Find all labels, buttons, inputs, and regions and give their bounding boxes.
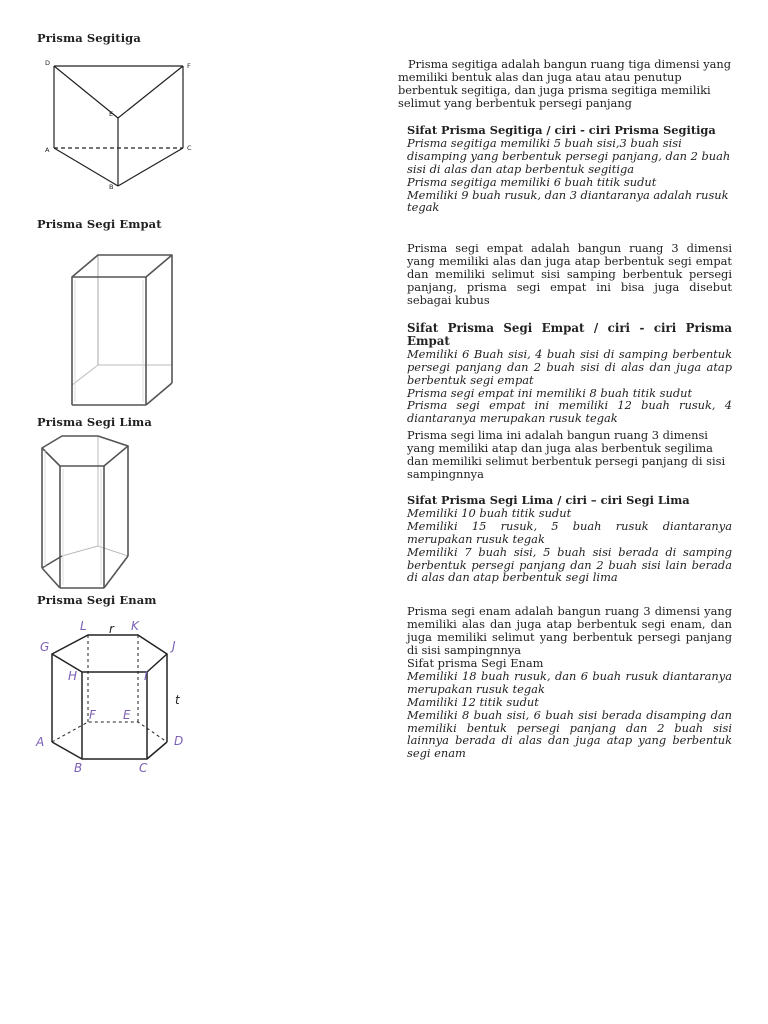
properties-prisma-segi-enam (407, 657, 732, 760)
properties-title: Sifat Prisma Segi Empat / ciri - ciri Prisma Empat (407, 321, 732, 348)
property-item: Prisma segitiga memiliki 5 buah sisi,3 buah sisi disamping yang berbentuk persegi panjang, dan 2 buah sisi di alas dan atap berbentuk segitiga (407, 135, 731, 176)
hexagonal-prism-figure (34, 614, 204, 776)
vertex-label-j: J (172, 639, 176, 653)
property-item: Prisma segitiga memiliki 6 buah titik sudut (407, 174, 657, 189)
vertex-label-i: I (144, 669, 148, 683)
property-item: Prisma segi empat ini memiliki 12 buah rusuk, 4 diantaranya merupakan rusuk tegak (407, 398, 732, 426)
property-item: Memiliki 8 buah sisi, 6 buah sisi berada disamping dan memiliki bentuk persegi panjang dan 2 buah sisi lainnya berada di alas dan juga atap yang berbentuk segi enam (407, 707, 732, 761)
vertex-label-a: A (45, 146, 50, 154)
vertex-label-g: G (40, 640, 50, 654)
properties-title: Sifat Prisma Segitiga / ciri - ciri Prisma Segitiga (407, 123, 716, 137)
edge-label-r: r (109, 622, 114, 636)
section-title-prisma-segi-enam: Prisma Segi Enam (37, 593, 157, 607)
description-prisma-segi-empat: Prisma segi empat adalah bangun ruang 3 dimensi yang memiliki alas dan juga atap berbentuk segi empat dan memiliki selimut sisi samping berbentuk persegi panjang, prisma segi empat ini bisa juga disebut sebagai kubus (407, 241, 732, 307)
vertex-label-b: B (109, 183, 114, 191)
vertex-label-l: L (80, 619, 87, 633)
property-item: Memiliki 9 buah rusuk, dan 3 diantaranya adalah rusuk tegak (407, 187, 729, 215)
property-item: Memiliki 15 rusuk, 5 buah rusuk diantaranya merupakan rusuk tegak (407, 518, 732, 546)
property-item: Memiliki 10 buah titik sudut (407, 505, 572, 520)
vertex-label-d: D (45, 59, 51, 67)
pentagonal-prism-figure (36, 428, 146, 593)
property-item: Mamiliki 12 titik sudut (407, 694, 539, 709)
property-item: Memiliki 6 Buah sisi, 4 buah sisi di samping berbentuk persegi panjang dan 2 buah sisi di alas dan juga atap berbentuk segi empat (407, 346, 732, 387)
triangular-prism-figure (40, 58, 200, 192)
description-prisma-segi-enam: Prisma segi enam adalah bangun ruang 3 dimensi yang memiliki alas dan juga atap berbentuk segi enam, dan juga memiliki selimut yang berbentuk persegi panjang di sisi sampingnnya (407, 604, 732, 657)
vertex-label-c: C (139, 761, 148, 775)
description-prisma-segi-lima: Prisma segi lima ini adalah bangun ruang 3 dimensi yang memiliki atap dan juga alas berbentuk segilima dan memiliki selimut berbentuk persegi panjang di sisi sampingnnya (407, 428, 726, 481)
property-item: Memiliki 18 buah rusuk, dan 6 buah rusuk diantaranya merupakan rusuk tegak (407, 668, 732, 696)
section-title-prisma-segi-empat: Prisma Segi Empat (37, 217, 162, 231)
properties-title: Sifat prisma Segi Enam (407, 656, 544, 670)
vertex-label-b: B (74, 761, 83, 775)
description-prisma-segitiga: Prisma segitiga adalah bangun ruang tiga dimensi yang memiliki bentuk alas dan juga atau atau penutup berbentuk segitiga, dan juga prisma segitiga memiliki selimut yang berbentuk persegi panjang (398, 57, 732, 110)
vertex-label-h: H (68, 669, 78, 683)
vertex-label-e: E (109, 110, 114, 118)
properties-prisma-segi-lima (407, 494, 732, 584)
vertex-label-f: F (187, 62, 191, 70)
property-item: Memiliki 7 buah sisi, 5 buah sisi berada di samping berbentuk persegi panjang dan 2 buah sisi lain berada di alas dan atap berbentuk segi lima (407, 544, 732, 585)
vertex-label-k: K (131, 619, 139, 633)
properties-prisma-segitiga (407, 124, 737, 214)
property-item: Prisma segi empat ini memiliki 8 buah titik sudut (407, 385, 693, 400)
vertex-label-f: F (89, 708, 96, 722)
vertex-label-c: C (187, 144, 192, 152)
edge-label-t: t (175, 693, 180, 707)
vertex-label-e: E (123, 708, 131, 722)
section-title-prisma-segitiga: Prisma Segitiga (37, 31, 141, 45)
vertex-label-a: A (36, 735, 45, 749)
vertex-label-d: D (174, 734, 184, 748)
properties-title: Sifat Prisma Segi Lima / ciri – ciri Segi Lima (407, 493, 690, 507)
properties-prisma-segi-empat (407, 322, 732, 425)
section-title-prisma-segi-lima: Prisma Segi Lima (37, 415, 152, 429)
rectangular-prism-figure (60, 245, 200, 415)
